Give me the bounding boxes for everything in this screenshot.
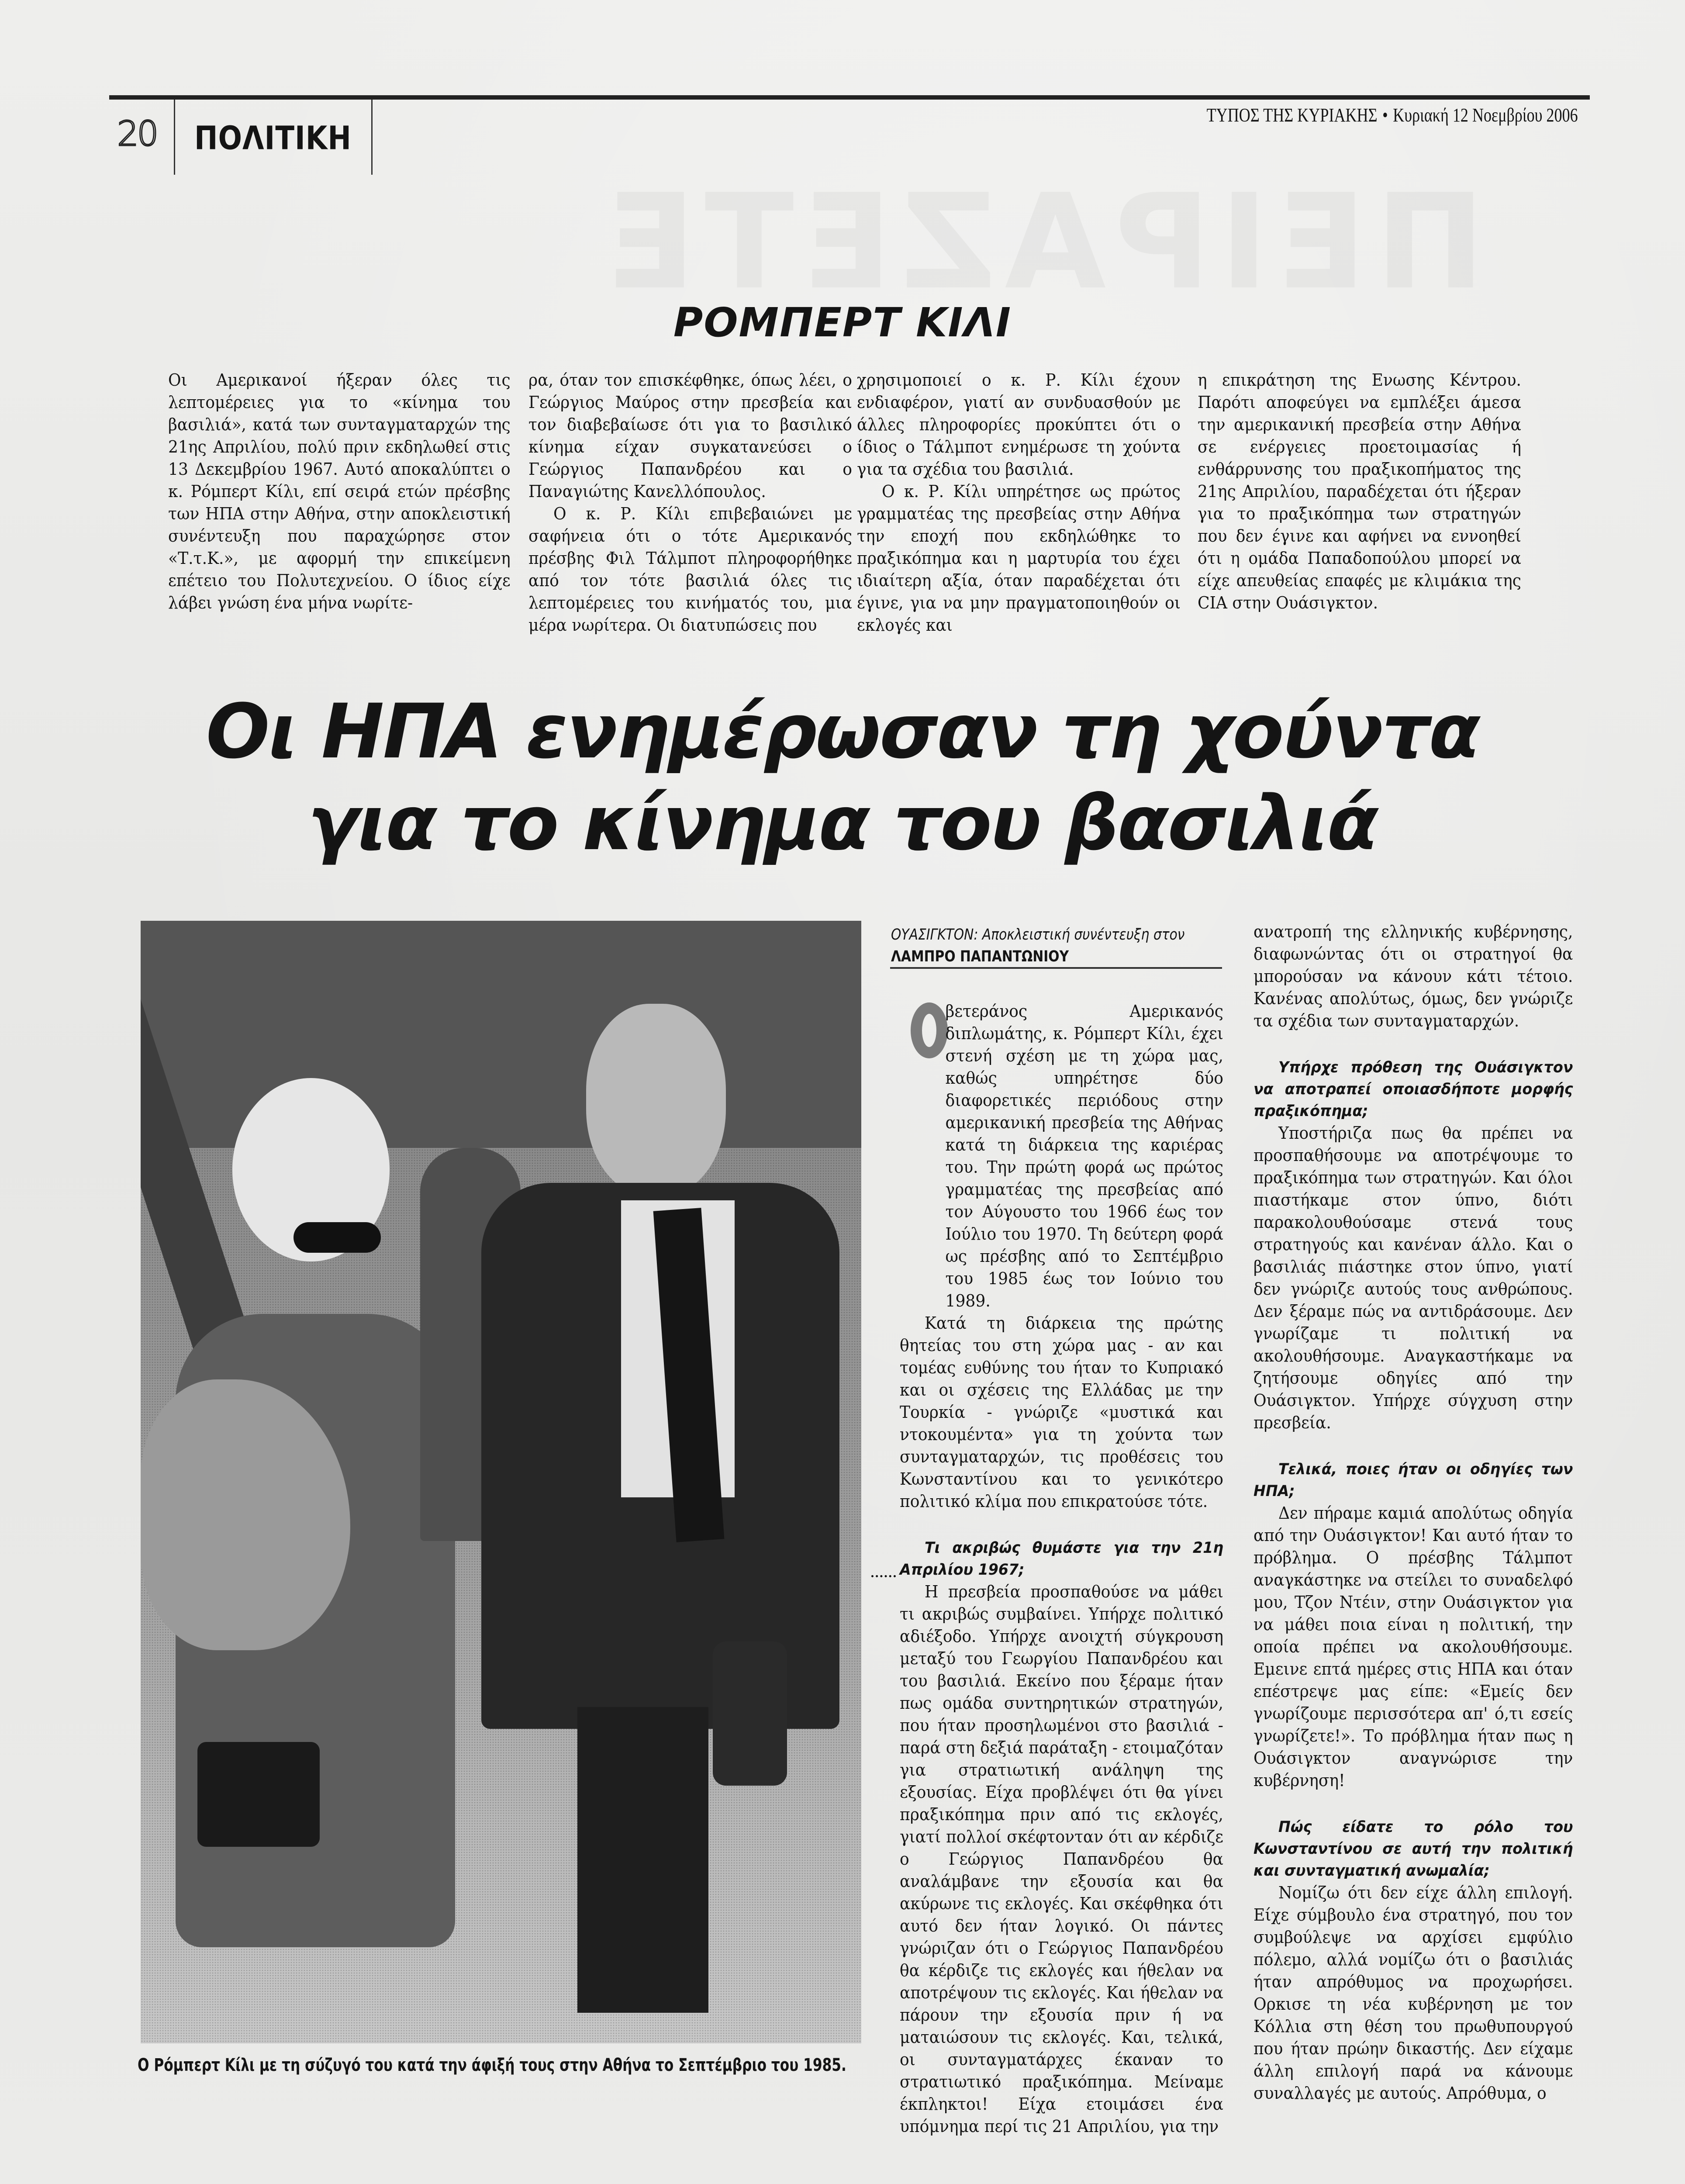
photo-kiley-arrival <box>141 921 861 2043</box>
interview-question: Υπήρχε πρόθεση της Ουάσιγκτον να αποτραπεί οποιασδήποτε μορφής πραξικόπημα; <box>1253 1059 1573 1120</box>
intro-column-3 <box>857 369 1181 636</box>
interview-question: Τελικά, ποιες ήταν οι οδηγίες των ΗΠΑ; <box>1253 1461 1573 1500</box>
interview-answer: Νομίζω ότι δεν είχε άλλη επιλογή. Είχε σύμβουλο ένα στρατηγό, που τον συμβούλεψε να αρχίσει εμφύλιο πόλεμο, αλλά νομίζω ότι ο βασιλιάς ήταν απρόθυμος να προχωρήσει. Ορκισε τη νέα κυβέρνηση με τον Κόλλια στη θέση του πρωθυπουργού που ήταν πρώην δικαστής. Δεν είχαμε άλλη επιλογή παρά να κάνουμε συναλλαγές με αυτούς. Απρόθυμα, ο <box>1253 1883 1573 2103</box>
bullet-separator: • <box>1382 104 1388 126</box>
byline-rule <box>890 967 1222 969</box>
bleed-through-text <box>480 166 1485 384</box>
intro-column-2 <box>528 369 852 636</box>
header-divider <box>174 100 175 175</box>
issue-date: Κυριακή 12 Νοεμβρίου 2006 <box>1393 104 1578 126</box>
interview-paragraph: Κατά τη διάρκεια της πρώτης θητείας του στη χώρα μας - αν και τομέας ευθύνης του ήταν το Κυπριακό και οι σχέσεις της Ελλάδας με την Τουρκία - γνώριζε «μυστικά και ντοκουμέντα» για τη χούντα των συνταγματαρχών, τις προθέσεις του Κωνσταντίνου και το γενικότερο πολιτικό κλίμα που επικρατούσε τότε. <box>900 1313 1223 1511</box>
lead-paragraph: βετεράνος Αμερικανός διπλωμάτης, κ. Ρόμπερτ Κίλι, έχει στενή σχέση με τη χώρα μας, καθώς υπηρέτησε δύο διαφορετικές περιόδους στην αμερικανική πρεσβεία της Αθήνας κατά τη διάρκεια της καριέρας του. Την πρώτη φορά ως πρώτος γραμματέας της πρεσβείας από τον Αύγουστο του 1966 έως τον Ιούλιο του 1970. Τη δεύτερη φορά ως πρέσβης από το Σεπτέμβριο του 1985 έως τον Ιούνιο του 1989. <box>945 1002 1223 1310</box>
kicker-title: ΡΟΜΠΕΡΤ ΚΙΛΙ <box>673 299 1012 346</box>
page-number: 20 <box>117 114 157 154</box>
intro-paragraph: χρησιμοποιεί ο κ. Ρ. Κίλι έχουν ενδιαφέρον, γιατί αν συνδυασθούν με άλλες πληροφορίες προκύπτει ότι ο ίδιος ο Τάλμποτ ενημέρωσε τη χούντα για τα σχέδια του βασιλιά. <box>857 370 1181 479</box>
print-mark <box>871 1575 896 1580</box>
intro-column-4 <box>1198 369 1521 614</box>
intro-paragraph: ρα, όταν τον επισκέφθηκε, όπως λέει, ο Γεώργιος Μαύρος στην πρεσβεία και τον διαβεβαίωσε ότι για το βασιλικό κίνημα είχαν συγκατανεύσει ο Γεώργιος Παπανδρέου και ο Παναγιώτης Κανελλόπουλος. <box>528 370 852 501</box>
interview-question: Πώς είδατε το ρόλο του Κωνσταντίνου σε αυτή την πολιτική και συνταγματική ανωμαλία; <box>1253 1818 1573 1880</box>
header-rule <box>109 95 1590 100</box>
byline-author: ΛΑΜΠΡΟ ΠΑΠΑΝΤΩΝΙΟΥ <box>891 948 1069 965</box>
man-head <box>586 1004 726 1196</box>
byline-dateline: ΟΥΑΣΙΓΚΤΟΝ: Αποκλειστική συνέντευξη στον <box>891 926 1185 943</box>
interview-column-1 <box>900 1000 1223 2138</box>
intro-paragraph: Ο κ. Ρ. Κίλι επιβεβαιώνει με σαφήνεια ότι ο τότε Αμερικανός πρέσβης Φιλ Τάλμποτ πληροφορήθηκε από τον τότε βασιλιά όλες τις λεπτομέρειες του κινήματός του, μια μέρα νωρίτερα. Οι διατυπώσεις που <box>528 504 852 635</box>
header-divider <box>371 100 373 175</box>
headline-line-1: Οι ΗΠΑ ενημέρωσαν τη χούντα <box>206 688 1479 775</box>
intro-column-1 <box>168 369 511 614</box>
section-label: ΠΟΛΙΤΙΚΗ <box>194 120 352 158</box>
sunglasses <box>293 1222 381 1253</box>
intro-paragraph: η επικράτηση της Ενωσης Κέντρου. Παρότι αποφεύγει να εμπλέξει άμεσα την αμερικανική πρεσβεία στην Αθήνα σε ενέργειες προετοιμασίας ή ενθάρρυνσης του πραξικοπήματος της 21ης Απριλίου, παραδέχεται ότι ήξεραν για το πραξικόπημα των στρατηγών που δεν έγινε και αφήνει να εννοηθεί ότι η ομάδα Παπαδοπούλου μπορεί να είχε απευθείας επαφές με κλιμάκια της CIA στην Ουάσιγκτον. <box>1198 370 1521 612</box>
man-trousers <box>577 1707 708 2013</box>
headline <box>0 686 1685 869</box>
byline <box>891 924 1184 968</box>
interview-paragraph: ανατροπή της ελληνικής κυβέρνησης, διαφωνώντας ότι οι στρατηγοί θα μπορούσαν να κάνουν κάτι τέτοιο. Κανένας απολύτως, όμως, δεν γνώριζε τα σχέδια των συνταγματαρχών. <box>1253 922 1573 1030</box>
interview-answer: Υποστήριζα πως θα πρέπει να προσπαθήσουμε να αποτρέψουμε το πραξικόπημα των στρατηγών. Και όλοι πιαστήκαμε στον ύπνο, διότι παρακολουθούσαμε στενά τους στρατηγούς και κανέναν άλλο. Και ο βασιλιάς πιάστηκε στον ύπνο, γιατί δεν γνώριζε αυτούς τους ανθρώπους. Δεν ξέραμε πώς να αντιδράσουμε. Δεν γνωρίζαμε τι πολιτική να ακολουθήσουμε. Αναγκαστήκαμε να ζητήσουμε οδηγίες από την Ουάσιγκτον. Υπήρχε σύγχυση στην πρεσβεία. <box>1253 1123 1573 1432</box>
interview-answer: Η πρεσβεία προσπαθούσε να μάθει τι ακριβώς συμβαίνει. Υπήρχε πολιτικό αδιέξοδο. Υπήρχε ανοιχτή σύγκρουση μεταξύ του Γεωργίου Παπανδρέου και του βασιλιά. Εκείνο που ξέραμε ήταν πως ομάδα συντηρητικών στρατηγών, που ήταν προσηλωμένοι στο βασιλιά - παρά στη δεξιά παράταξη - ετοιμαζόταν για στρατιωτική ανάληψη της εξουσίας. Είχα προβλέψει ότι θα γίνει πραξικόπημα πριν από τις εκλογές, γιατί πολλοί σκέφτονταν ότι αν κέρδιζε ο Γεώργιος Παπανδρέου θα αναλάμβανε την εξουσία και θα ακύρωνε τις εκλογές. Και σκέφθηκα ότι αυτό δεν ήταν λογικό. Οι πάντες γνώριζαν ότι ο Γεώργιος Παπανδρέου θα κέρδιζε τις εκλογές και ήθελαν να αποτρέψουν τις εκλογές. Και ήθελαν να πάρουν την εξουσία πριν ή να ματαιώσουν τις εκλογές. Και, τελικά, οι συνταγματάρχες έκαναν το στρατιωτικό πραξικόπημα. Μείναμε έκπληκτοι! Είχα ετοιμάσει ένα υπόμνημα περί τις 21 Απριλίου, για την <box>900 1582 1223 2136</box>
handbag <box>197 1742 320 1847</box>
intro-paragraph: Οι Αμερικανοί ήξεραν όλες τις λεπτομέρειες για το «κίνημα του βασιλιά», κατά των συνταγματαρχών της 21ης Απριλίου, πολύ πριν εκδηλωθεί στις 13 Δεκεμβρίου 1967. Αυτό αποκαλύπτει ο κ. Ρόμπερτ Κίλι, επί σειρά ετών πρέσβης των ΗΠΑ στην Αθήνα, στην αποκλειστική συνέντευξη που παραχώρησε στον «Τ.τ.Κ.», με αφορμή την επικείμενη επέτειο του Πολυτεχνείου. Ο ίδιος είχε λάβει γνώση ένα μήνα νωρίτε- <box>168 370 511 612</box>
interview-column-2 <box>1253 921 1573 2105</box>
interview-question: Τι ακριβώς θυμάστε για την 21η Απριλίου 1967; <box>900 1539 1223 1579</box>
interview-answer: Δεν πήραμε καμιά απολύτως οδηγία από την Ουάσιγκτον! Και αυτό ήταν το πρόβλημα. Ο πρέσβης Τάλμποτ αναγκάστηκε να στείλει το συναδελφό μου, Τζον Ντέιν, στην Ουάσιγκτον για να μάθει ποια είναι η πολιτική, την οποία πρέπει να ακολουθήσουμε. Εμεινε επτά ημέρες στις ΗΠΑ και όταν επέστρεψε μας είπε: «Εμείς δεν γνωρίζουμε περισσότερα απ' ό,τι εσείς γνωρίζετε!». Το πρόβλημα ήταν πως η Ουάσιγκτον αναγνώρισε την κυβέρνηση! <box>1253 1503 1573 1790</box>
shoulder-bag <box>713 1641 787 1786</box>
headline-line-2: για το κίνημα του βασιλιά <box>307 779 1378 867</box>
masthead <box>1207 104 1578 126</box>
photo-caption: Ο Ρόμπερτ Κίλι με τη σύζυγό του κατά την άφιξή τους στην Αθήνα το Σεπτέμβριο του 1985. <box>138 2055 846 2075</box>
publication-name: ΤΥΠΟΣ ΤΗΣ ΚΥΡΙΑΚΗΣ <box>1206 104 1378 126</box>
intro-paragraph: Ο κ. Ρ. Κίλι υπηρέτησε ως πρώτος γραμματέας της πρεσβείας στην Αθήνα την εποχή που εκδηλώθηκε το πραξικόπημα και η μαρτυρία του έχει ιδιαίτερη αξία, όταν παραδέχεται ότι έγινε, για να μην πραγματοποιηθούν οι εκλογές και <box>857 482 1181 635</box>
